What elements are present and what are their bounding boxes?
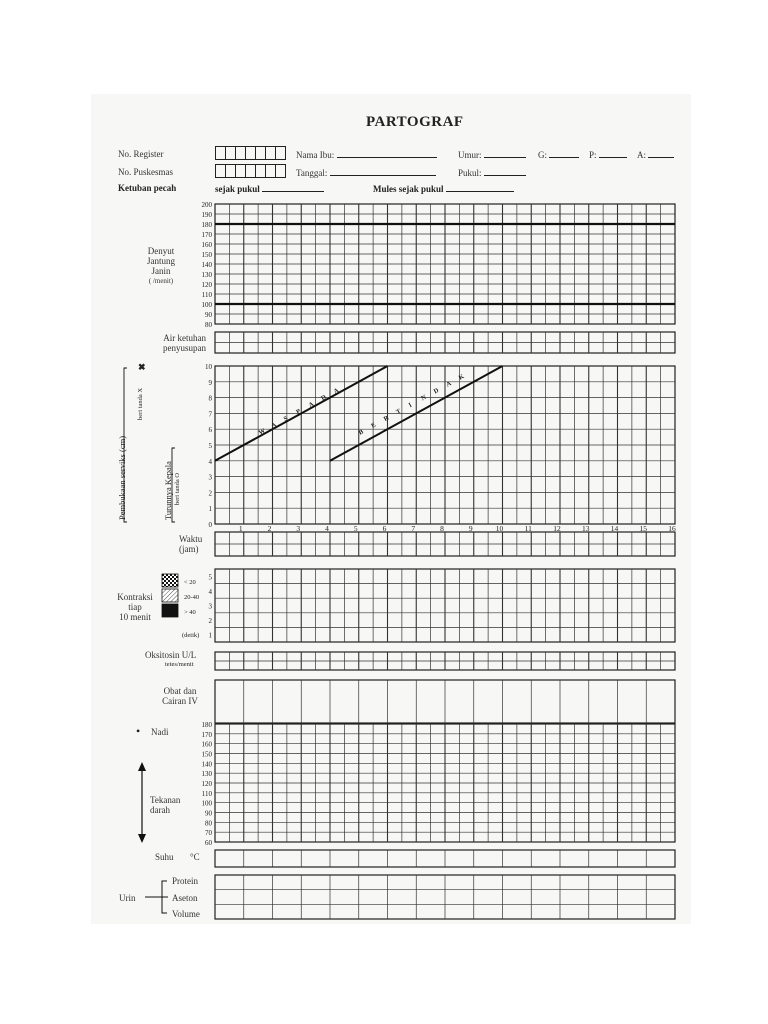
bp-grid	[215, 724, 675, 842]
bp-tick: 90	[205, 809, 212, 818]
fhr-tick: 160	[201, 241, 212, 249]
cervix-tick: 9	[208, 378, 212, 387]
action-line-label: T	[395, 407, 403, 416]
contraction-tick: 4	[208, 587, 212, 596]
alert-line-label: P	[295, 407, 302, 416]
urine-grid	[215, 875, 675, 919]
hour-tick: 5	[353, 524, 358, 533]
bp-tick: 70	[205, 829, 212, 838]
descent-bracket	[172, 448, 175, 522]
action-line-label: A	[445, 380, 453, 389]
fhr-tick: 150	[201, 251, 212, 259]
oxytocin-sub-label: tetes/menit	[165, 661, 194, 668]
cervix-tick: 4	[208, 457, 212, 466]
descent-label: Turunnya Kepala	[163, 461, 173, 520]
legend-dots-icon	[162, 574, 178, 587]
descent-mark-label: beri tanda O	[174, 472, 181, 505]
fetal-heart-label: Denyut Jantung Janin ( /menit)	[147, 246, 175, 285]
cervix-bracket	[124, 368, 127, 522]
action-line-label: N	[420, 393, 428, 403]
urine-protein-label: Protein	[172, 876, 198, 886]
alert-line-label: A	[332, 386, 341, 396]
no-puskesmas-label: No. Puskesmas	[118, 167, 174, 177]
bp-tick: 80	[205, 819, 212, 828]
action-line-label: E	[370, 421, 378, 430]
bp-tick: 150	[201, 750, 212, 759]
fhr-tick: 140	[201, 261, 212, 269]
hour-tick: 13	[582, 524, 590, 533]
bp-tick: 60	[205, 839, 212, 847]
bp-tick: 180	[201, 721, 212, 729]
p-label: P:	[589, 149, 627, 160]
action-line-label: K	[457, 373, 466, 382]
g-label: G:	[538, 149, 579, 160]
alert-line-label: S	[282, 414, 290, 423]
bp-tick: 110	[201, 789, 212, 798]
bp-tick: 140	[201, 760, 212, 769]
fhr-tick: 80	[205, 321, 212, 329]
fhr-tick: 110	[201, 291, 212, 299]
fhr-tick: 190	[201, 211, 212, 219]
bp-tick: 170	[201, 730, 212, 739]
time-label: Waktu (jam)	[179, 534, 203, 554]
cervix-tick: 3	[208, 473, 212, 482]
bp-label: Tekanan darah	[150, 795, 181, 815]
x-mark-icon: ✖	[138, 362, 146, 372]
urine-aseton-label: Aseton	[172, 893, 198, 903]
hour-tick: 15	[639, 524, 647, 533]
sejak-pukul-label: sejak pukul	[215, 183, 324, 194]
fhr-tick: 120	[201, 281, 212, 289]
hour-tick: 10	[495, 524, 504, 533]
no-register-label: No. Register	[118, 149, 164, 159]
hour-tick: 9	[468, 524, 473, 533]
hour-tick: 11	[524, 524, 532, 533]
pulse-label: Nadi	[151, 727, 169, 737]
tanggal-label: Tanggal:	[296, 167, 436, 178]
hour-tick: 2	[267, 524, 272, 533]
action-line-label: I	[407, 401, 414, 410]
ketuban-pecah-label: Ketuban pecah	[118, 183, 177, 193]
legend-solid-icon	[162, 604, 178, 617]
a-label: A:	[637, 149, 674, 160]
fhr-tick: 170	[201, 231, 212, 239]
page-title: PARTOGRAF	[366, 114, 464, 130]
alert-line-label: W	[257, 427, 267, 437]
pukul-label: Pukul:	[458, 167, 526, 178]
fhr-tick: 130	[201, 271, 212, 279]
hour-tick: 16	[668, 524, 676, 533]
drugs-grid	[215, 680, 675, 723]
bp-tick: 130	[201, 770, 212, 779]
legend-hatch-icon	[162, 589, 178, 602]
legend-label: 20-40	[184, 594, 200, 601]
cervix-label: Pembukaan serviks (cm)	[117, 435, 127, 520]
cervix-tick: 0	[208, 521, 212, 529]
action-line-label: R	[382, 414, 391, 423]
urine-label: Urin	[119, 893, 136, 903]
legend-label: > 40	[184, 609, 196, 616]
nama-ibu-label: Nama Ibu:	[296, 149, 437, 160]
drugs-label: Obat dan Cairan IV	[162, 686, 198, 706]
contraction-tick: 2	[208, 617, 212, 626]
hour-tick: 12	[553, 524, 561, 533]
temperature-label: Suhu	[155, 852, 174, 862]
amniotic-grid	[215, 332, 675, 353]
fhr-tick: 90	[205, 311, 212, 319]
cervix-tick: 7	[208, 410, 212, 419]
hour-tick: 6	[382, 524, 387, 533]
contraction-grid	[215, 569, 675, 642]
temperature-unit: °C	[190, 852, 200, 862]
contraction-tick: 1	[208, 631, 212, 640]
fhr-tick: 100	[201, 301, 212, 309]
oxytocin-grid	[215, 652, 675, 670]
fhr-tick: 180	[201, 221, 212, 229]
alert-line-label: D	[320, 393, 328, 403]
cervix-grid	[215, 366, 675, 524]
action-line-label: D	[432, 386, 441, 396]
pulse-dot-icon: •	[136, 724, 141, 738]
cervix-tick: 5	[208, 442, 212, 450]
fetal-heart-grid	[215, 204, 675, 324]
contraction-label: Kontraksi tiap 10 menit	[117, 592, 153, 622]
contraction-tick: 5	[208, 573, 212, 582]
hour-tick: 7	[411, 524, 416, 533]
hour-tick: 1	[238, 524, 243, 533]
umur-label: Umur:	[458, 149, 526, 160]
cervix-mark-label: beri tanda X	[137, 387, 144, 420]
alert-line-label: A	[307, 400, 316, 410]
hour-tick: 3	[296, 524, 301, 533]
hour-tick: 8	[440, 524, 444, 533]
mules-sejak-pukul-label: Mules sejak pukul	[373, 183, 514, 194]
hour-tick: 14	[610, 524, 619, 533]
time-grid	[215, 532, 675, 556]
hour-tick: 4	[325, 524, 329, 533]
arrow-up-icon	[138, 762, 146, 771]
cervix-tick: 1	[208, 505, 212, 514]
cervix-tick: 6	[208, 426, 212, 435]
contraction-tick: 3	[208, 602, 212, 611]
urine-volume-label: Volume	[172, 909, 200, 919]
temperature-grid	[215, 850, 675, 867]
oxytocin-label: Oksitosin U/L	[145, 650, 197, 660]
fhr-tick: 200	[201, 201, 212, 209]
alert-line-label: A	[270, 421, 278, 430]
legend-label: < 20	[184, 579, 196, 586]
action-line-label: B	[357, 428, 365, 437]
legend-unit: (detik)	[182, 632, 200, 639]
amniotic-label: Air ketuhan penyusupan	[163, 333, 206, 353]
bp-tick: 100	[201, 799, 212, 808]
cervix-tick: 2	[208, 489, 212, 498]
cervix-tick: 10	[205, 363, 212, 371]
cervix-tick: 8	[208, 394, 212, 403]
arrow-down-icon	[138, 834, 146, 843]
bp-tick: 120	[201, 780, 212, 788]
bp-tick: 160	[201, 740, 212, 749]
